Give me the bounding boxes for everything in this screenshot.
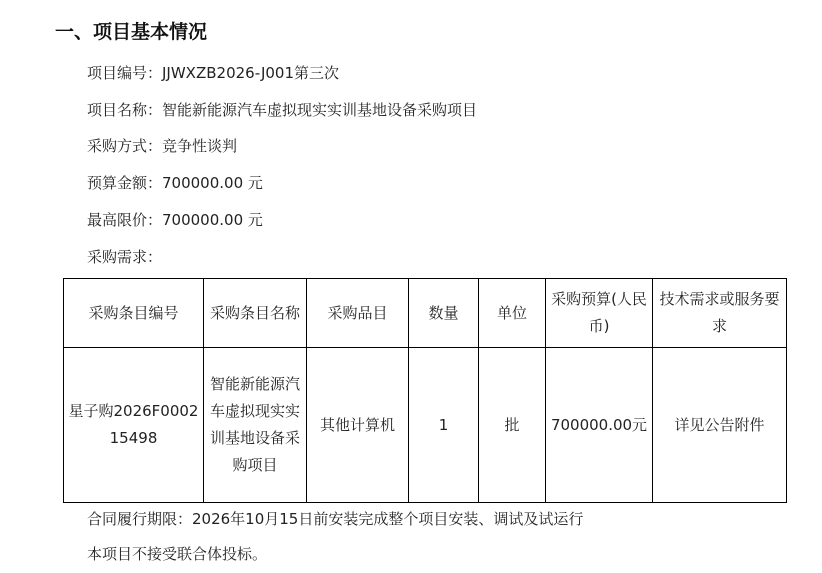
budget-amount: 预算金额：700000.00 元 — [87, 174, 263, 192]
header-unit: 单位 — [479, 279, 546, 348]
cell-quantity: 1 — [409, 348, 479, 503]
cell-item-number: 星子购2026F000215498 — [64, 348, 204, 503]
requirements-table — [63, 278, 787, 503]
cell-item-name: 智能新能源汽车虚拟现实实训基地设备采购项目 — [204, 348, 307, 503]
header-item-name: 采购条目名称 — [204, 279, 307, 348]
table-row — [64, 348, 787, 503]
procurement-method: 采购方式：竞争性谈判 — [87, 137, 238, 155]
contract-period: 合同履行期限：2026年10月15日前安装完成整个项目安装、调试及试运行 — [87, 510, 584, 528]
section-title: 一、项目基本情况 — [55, 21, 208, 43]
max-price: 最高限价：700000.00 元 — [87, 211, 263, 229]
cell-budget: 700000.00元 — [546, 348, 653, 503]
cell-tech-requirements: 详见公告附件 — [653, 348, 787, 503]
header-quantity: 数量 — [409, 279, 479, 348]
header-budget: 采购预算(人民币) — [546, 279, 653, 348]
cell-category: 其他计算机 — [307, 348, 409, 503]
table-header-row — [64, 279, 787, 348]
consortium-note: 本项目不接受联合体投标。 — [87, 545, 268, 563]
header-category: 采购品目 — [307, 279, 409, 348]
header-item-number: 采购条目编号 — [64, 279, 204, 348]
project-number: 项目编号：JJWXZB2026-J001第三次 — [87, 64, 339, 82]
requirements-label: 采购需求： — [87, 248, 163, 266]
cell-unit: 批 — [479, 348, 546, 503]
project-name: 项目名称：智能新能源汽车虚拟现实实训基地设备采购项目 — [87, 101, 478, 119]
header-tech-requirements: 技术需求或服务要求 — [653, 279, 787, 348]
